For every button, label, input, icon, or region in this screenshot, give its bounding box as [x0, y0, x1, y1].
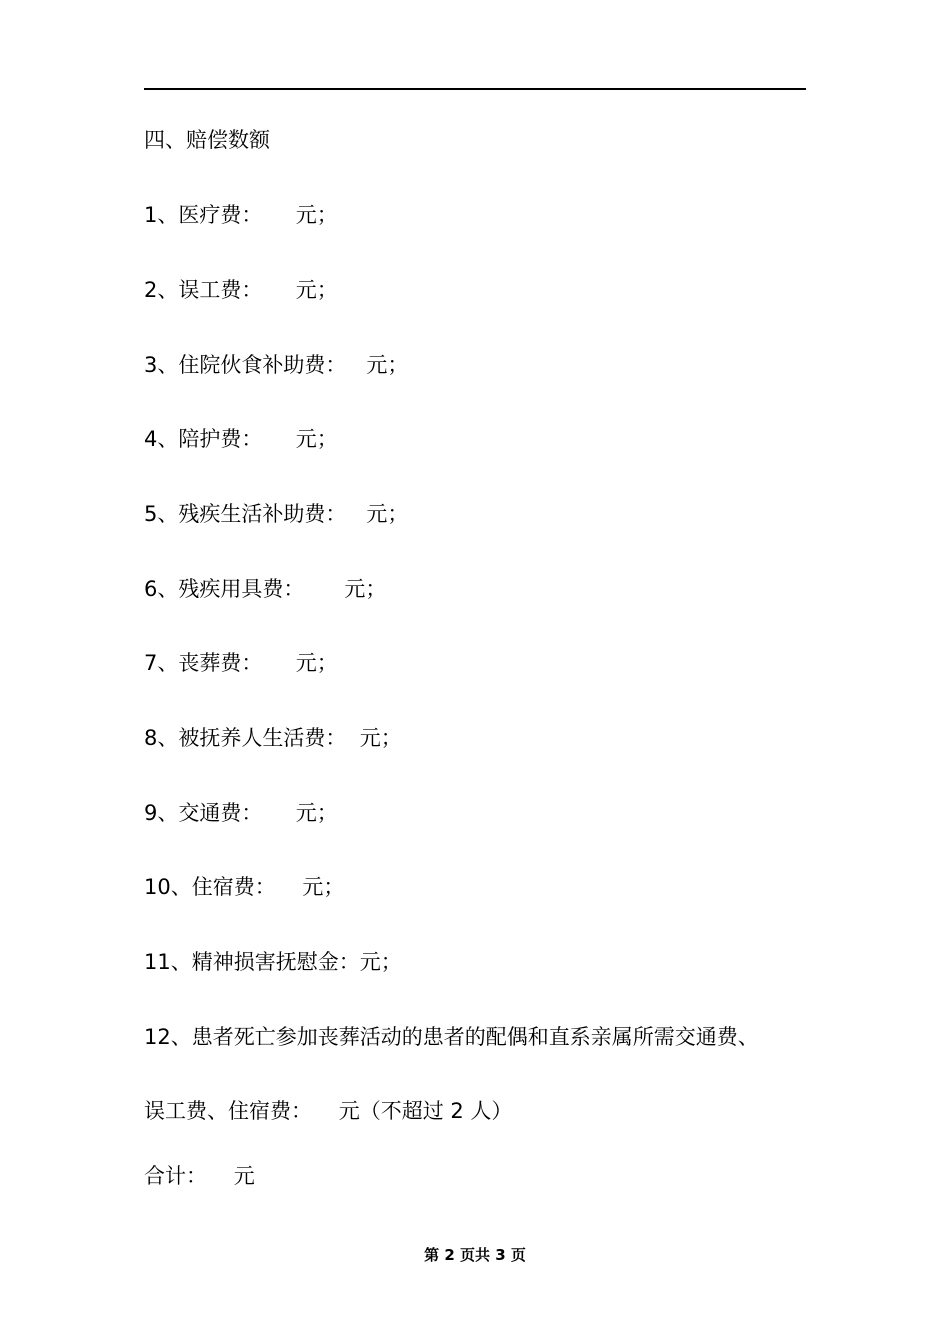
item-lost-wages: 2、误工费： 元；	[144, 278, 338, 302]
item-funeral-fee: 7、丧葬费： 元；	[144, 651, 338, 675]
section-heading: 四、赔偿数额	[144, 128, 270, 152]
item-transport-fee: 9、交通费： 元；	[144, 801, 338, 825]
item-nursing-fee: 4、陪护费： 元；	[144, 427, 338, 451]
item-funeral-attendance-costs-continued: 误工费、住宿费： 元（不超过 2 人）	[144, 1099, 513, 1123]
item-disability-equipment-fee: 6、残疾用具费： 元；	[144, 577, 387, 601]
item-mental-damage-compensation: 11、精神损害抚慰金：元；	[144, 950, 402, 974]
item-accommodation-fee: 10、住宿费： 元；	[144, 875, 345, 899]
item-disability-living-subsidy: 5、残疾生活补助费： 元；	[144, 502, 409, 526]
item-hospital-meal-subsidy: 3、住院伙食补助费： 元；	[144, 353, 409, 377]
top-divider	[144, 88, 806, 90]
page-number: 第 2 页共 3 页	[424, 1246, 526, 1264]
item-funeral-attendance-costs: 12、患者死亡参加丧葬活动的患者的配偶和直系亲属所需交通费、	[144, 1025, 759, 1049]
item-dependent-living-fee: 8、被抚养人生活费： 元；	[144, 726, 402, 750]
item-medical-fee: 1、医疗费： 元；	[144, 203, 338, 227]
total-line: 合计： 元	[144, 1164, 255, 1188]
